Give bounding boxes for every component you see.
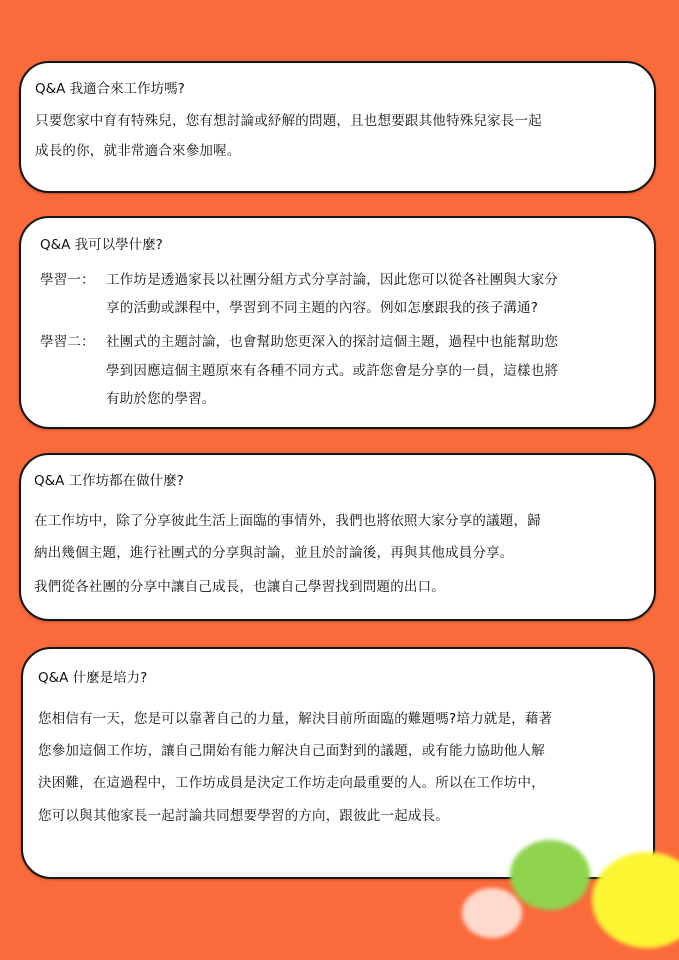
learning-label: 學習一： bbox=[40, 272, 95, 288]
qa-card-suitable bbox=[19, 61, 656, 193]
qa-text-line: 享的活動或課程中，學習到不同主題的內容。例如怎麼跟我的孩子溝通? bbox=[106, 300, 539, 316]
qa-text-line: 決困難，在這過程中，工作坊成員是決定工作坊走向最重要的人。所以在工作坊中， bbox=[38, 775, 545, 791]
qa-text-line: 成長的你，就非常適合來參加喔。 bbox=[35, 143, 241, 159]
qa-title: Q&A 我可以學什麼? bbox=[40, 237, 163, 253]
qa-text-line: 在工作坊中，除了分享彼此生活上面臨的事情外，我們也將依照大家分享的議題，歸 bbox=[34, 513, 541, 529]
qa-text-line: 您參加這個工作坊，讓自己開始有能力解決自己面對到的議題，或有能力協助他人解 bbox=[38, 743, 545, 759]
qa-title: Q&A 什麼是培力? bbox=[38, 670, 148, 686]
qa-text-line: 工作坊是透過家長以社團分組方式分享討論，因此您可以從各社團與大家分 bbox=[106, 272, 559, 288]
qa-text-line: 我們從各社團的分享中讓自己成長，也讓自己學習找到問題的出口。 bbox=[34, 579, 445, 595]
qa-text-line: 納出幾個主題，進行社團式的分享與討論，並且於討論後，再與其他成員分享。 bbox=[34, 545, 514, 561]
qa-text-line: 只要您家中育有特殊兒，您有想討論或紓解的問題，且也想要跟其他特殊兒家長一起 bbox=[35, 113, 542, 129]
qa-card-learn bbox=[19, 216, 656, 429]
qa-text-line: 有助於您的學習。 bbox=[106, 391, 216, 407]
qa-text-line: 您可以與其他家長一起討論共同想要學習的方向，跟彼此一起成長。 bbox=[38, 808, 449, 824]
decorative-green-dot bbox=[510, 840, 590, 910]
qa-title: Q&A 我適合來工作坊嗎? bbox=[35, 81, 185, 97]
qa-card-activities bbox=[19, 453, 656, 621]
qa-text-line: 學到因應這個主題原來有各種不同方式。或許您會是分享的一員，這樣也將 bbox=[106, 363, 559, 379]
qa-text-line: 社團式的主題討論，也會幫助您更深入的探討這個主題，過程中也能幫助您 bbox=[106, 334, 559, 350]
decorative-white-dot bbox=[462, 888, 522, 938]
qa-text-line: 您相信有一天，您是可以靠著自己的力量，解決目前所面臨的難題嗎?培力就是，藉著 bbox=[38, 711, 553, 727]
learning-label: 學習二： bbox=[40, 334, 95, 350]
qa-title: Q&A 工作坊都在做什麼? bbox=[34, 473, 184, 489]
